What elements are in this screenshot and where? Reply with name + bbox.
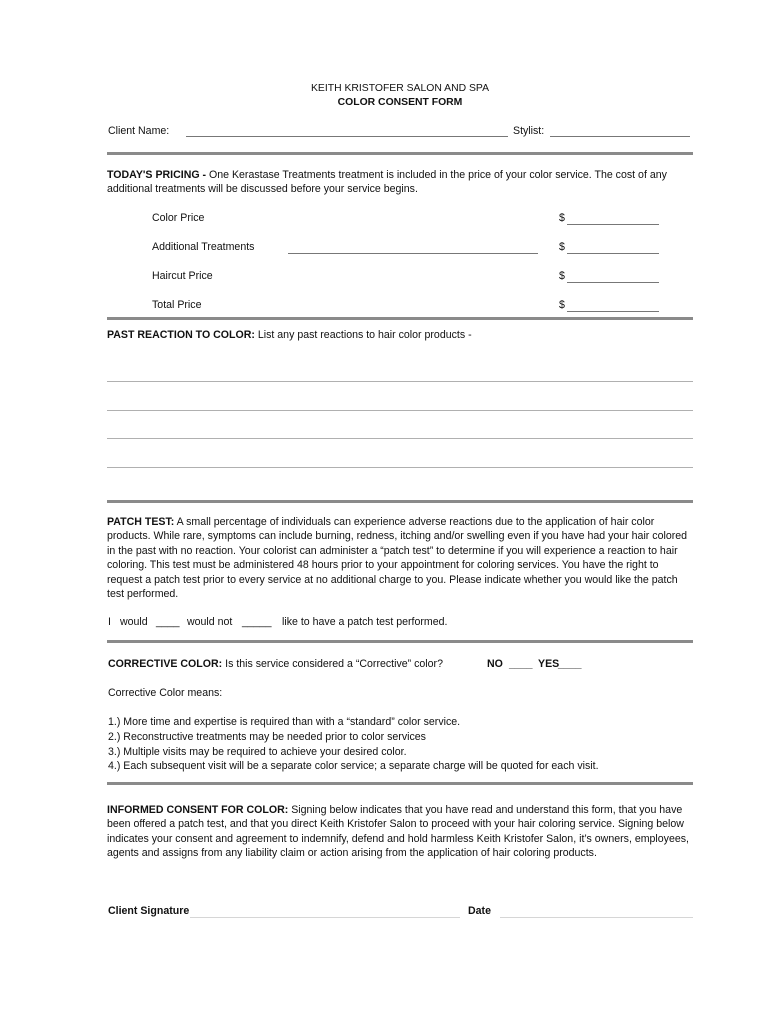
haircut-price-field[interactable] [567, 282, 659, 283]
section-divider [107, 317, 693, 320]
section-divider [107, 500, 693, 503]
past-reaction-prompt: List any past reactions to hair color products - [254, 329, 472, 341]
list-item: 2.) Reconstructive treatments may be needed prior to color services [108, 730, 426, 743]
haircut-price-label: Haircut Price [152, 270, 213, 282]
total-price-field[interactable] [567, 311, 659, 312]
corrective-means-label: Corrective Color means: [108, 687, 223, 699]
patch-test-section [107, 515, 693, 601]
haircut-price-currency: $ [559, 270, 565, 282]
additional-treatment-label: Additional Treatments [152, 241, 255, 253]
patch-test-heading: PATCH TEST: [107, 516, 175, 528]
additional-treatment-currency: $ [559, 241, 565, 253]
salon-name: KEITH KRISTOFER SALON AND SPA [310, 83, 490, 94]
pricing-description: One Kerastase Treatments treatment is included in the price of your color service. The cost of any additional treatments will be discussed before your service begins. [107, 169, 667, 196]
section-divider [107, 152, 693, 155]
patch-test-would-not-blank[interactable]: _____ [242, 616, 272, 628]
date-label: Date [468, 905, 491, 917]
corrective-means-list [108, 715, 599, 774]
pricing-section [107, 168, 693, 197]
list-item: 1.) More time and expertise is required than with a “standard” color service. [108, 716, 461, 728]
client-name-field[interactable] [186, 136, 508, 137]
corrective-no-label: NO [487, 658, 503, 670]
additional-treatment-price-field[interactable] [567, 253, 659, 254]
informed-consent-section [107, 803, 693, 861]
corrective-yes-label: YES [538, 658, 560, 670]
corrective-question: Is this service considered a “Corrective” color? [222, 658, 443, 670]
past-reaction-line-2[interactable] [107, 410, 693, 411]
client-signature-label: Client Signature [108, 905, 190, 917]
client-signature-field[interactable] [190, 917, 460, 918]
past-reaction-heading: PAST REACTION TO COLOR: [107, 329, 255, 341]
section-divider [107, 782, 693, 785]
total-price-label: Total Price [152, 299, 202, 311]
color-price-label: Color Price [152, 212, 205, 224]
color-price-field[interactable] [567, 224, 659, 225]
consent-body: Signing below indicates that you have read and understand this form, that you have been offered a patch test, and that you direct Keith Kristofer Salon to proceed with your hair coloring service. Signing below indicates your consent and agreement to indemnify, defend and hold harmless Keith Kristofer Salon, it’s owners, employees, agents and assigns from any liability claim or action arising from the application of hair coloring products. [107, 804, 689, 860]
form-title: COLOR CONSENT FORM [337, 97, 463, 108]
patch-test-body: A small percentage of individuals can experience adverse reactions due to the application of hair color products. While rare, symptoms can include burning, redness, itching and/or swelling even if you have had your hair colored in the past with no reaction. Your colorist can administer a “patch test” to determine if you will experience a reaction to hair coloring. This test must be administered 48 hours prior to your appointment for coloring services. You have the right to request a patch test prior to every service at no additional charge to you. Please indicate whether you would like the patch test performed. [107, 516, 688, 601]
consent-heading: INFORMED CONSENT FOR COLOR: [107, 804, 289, 816]
list-item: 4.) Each subsequent visit will be a separate color service; a separate charge will be quoted for each visit. [108, 760, 599, 773]
total-price-currency: $ [559, 299, 565, 311]
past-reaction-line-3[interactable] [107, 438, 693, 439]
stylist-label: Stylist: [513, 125, 545, 137]
stylist-field[interactable] [550, 136, 690, 137]
client-name-label: Client Name: [108, 125, 170, 137]
pricing-heading: TODAY'S PRICING - [107, 169, 207, 181]
additional-treatment-description-field[interactable] [288, 253, 538, 254]
patch-test-choice-i: I [108, 616, 111, 628]
corrective-yes-blank[interactable]: ____ [558, 658, 582, 670]
past-reaction-line-4[interactable] [107, 467, 693, 468]
corrective-heading: CORRECTIVE COLOR: [108, 658, 223, 670]
color-price-currency: $ [559, 212, 565, 224]
past-reaction-line-1[interactable] [107, 381, 693, 382]
corrective-question-row [108, 658, 443, 670]
list-item: 3.) Multiple visits may be required to achieve your desired color. [108, 745, 407, 758]
date-field[interactable] [500, 917, 693, 918]
patch-test-would-blank[interactable]: ____ [156, 616, 180, 628]
patch-test-would-not-label: would not [187, 616, 233, 628]
patch-test-choice-suffix: like to have a patch test performed. [282, 616, 448, 628]
section-divider [107, 640, 693, 643]
past-reaction-section [107, 328, 693, 342]
corrective-no-blank[interactable]: ____ [509, 658, 533, 670]
patch-test-would-label: would [120, 616, 148, 628]
